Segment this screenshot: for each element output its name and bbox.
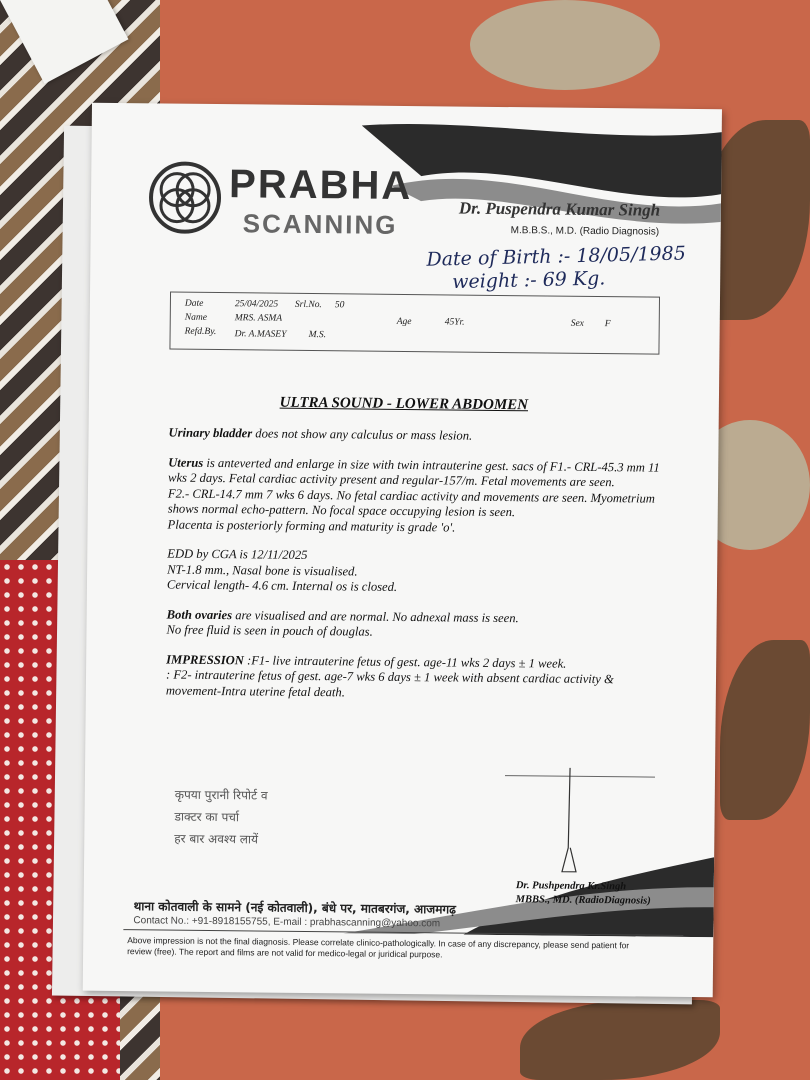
report-date: 25/04/2025 xyxy=(234,299,279,310)
ovaries-finding: Both ovaries are visualised and are normal. No adnexal mass is seen. xyxy=(166,607,519,625)
age-label: Age xyxy=(396,316,412,328)
disclaimer: Above impression is not the final diagnosis. Please correlate clinico-pathologically. In case of any discrepancy, please send patient for review (free). The report and films are not valid for medico-legal or juridical purpose. xyxy=(127,935,630,960)
report-body xyxy=(166,426,669,704)
bedsheet-flower xyxy=(470,0,660,90)
refd-label: Refd.By. xyxy=(184,326,217,338)
handwritten-weight: weight :- 69 Kg. xyxy=(451,267,606,294)
edd-finding: EDD by CGA is 12/11/2025 xyxy=(167,546,308,562)
sex-label: Sex xyxy=(570,318,584,329)
placenta-finding: Placenta is posteriorly forming and maturity is grade 'o'. xyxy=(167,517,456,535)
srl-label: Srl.No. xyxy=(294,299,322,311)
patient-name: MRS. ASMA xyxy=(234,313,283,324)
clinic-contact: Contact No.: +91-8918155755, E-mail : prabhascanning@yahoo.com xyxy=(133,915,441,930)
uterus-finding: Uterus is anteverted and enlarge in size with twin intrauterine gest. sacs of F1.- CRL-45.3 mm 11 wks 2 days. Fetal cardiac activity present and regular-157/m. Fetal movements are seen. xyxy=(168,455,660,490)
prabha-logo-icon xyxy=(147,159,224,236)
stamp-line-3: हर बार अवश्य लायें xyxy=(174,831,259,847)
patient-age: 45Yr. xyxy=(444,317,465,328)
brand-subtitle: SCANNING xyxy=(242,208,398,240)
referring-doctor: Dr. A.MASEY xyxy=(234,329,287,340)
referring-doctor-qualification: M.S. xyxy=(308,329,327,341)
bedsheet-leaf xyxy=(720,640,810,820)
brand-name: PRABHA xyxy=(228,162,413,209)
header-wave-decoration xyxy=(361,116,722,240)
name-label: Name xyxy=(184,312,207,323)
doctor-name: Dr. Puspendra Kumar Singh xyxy=(458,198,661,220)
stamp-line-2: डाक्टर का पर्चा xyxy=(174,809,240,825)
stamp-line-1: कृपया पुरानी रिपोर्ट व xyxy=(174,787,268,803)
impression-f1: IMPRESSION :F1- live intrauterine fetus of gest. age-11 wks 2 days ± 1 week. xyxy=(166,652,567,671)
date-label: Date xyxy=(184,298,204,309)
report-sheet xyxy=(83,103,722,998)
bedsheet-leaf xyxy=(520,1000,720,1080)
signatory-qualification: MBBS., MD. (RadioDiagnosis) xyxy=(515,894,651,907)
doctor-qualification: M.B.B.S., M.D. (Radio Diagnosis) xyxy=(510,225,660,238)
f2-finding: F2.- CRL-14.7 mm 7 wks 6 days. No fetal cardiac activity and movements are seen. Myometrium shows normal echo-pattern. No focal space occupying lesion is seen. xyxy=(167,486,655,520)
free-fluid-finding: No free fluid is seen in pouch of douglas. xyxy=(166,622,373,639)
signatory-name: Dr. Pushpendra Kr.Singh xyxy=(515,880,627,893)
report-title: ULTRA SOUND - LOWER ABDOMEN xyxy=(279,394,529,414)
patient-sex: F xyxy=(604,319,611,330)
cervical-finding: Cervical length- 4.6 cm. Internal os is closed. xyxy=(166,577,398,594)
srl-number: 50 xyxy=(334,300,345,311)
nt-finding: NT-1.8 mm., Nasal bone is visualised. xyxy=(167,562,358,579)
signature-block xyxy=(516,879,651,908)
patient-info-box xyxy=(169,292,660,355)
bladder-finding: Urinary bladder does not show any calculus or mass lesion. xyxy=(168,425,473,443)
handwritten-dob: Date of Birth :- 18/05/1985 xyxy=(426,242,687,271)
impression-f2: : F2- intrauterine fetus of gest. age-7 wks 6 days ± 1 week with absent cardiac activity & movement-Intra uterine fetal death. xyxy=(165,667,614,699)
clinic-address: थाना कोतवाली के सामने (नई कोतवाली), बंधे पर, मातबरगंज, आजमगढ़ xyxy=(133,899,457,917)
